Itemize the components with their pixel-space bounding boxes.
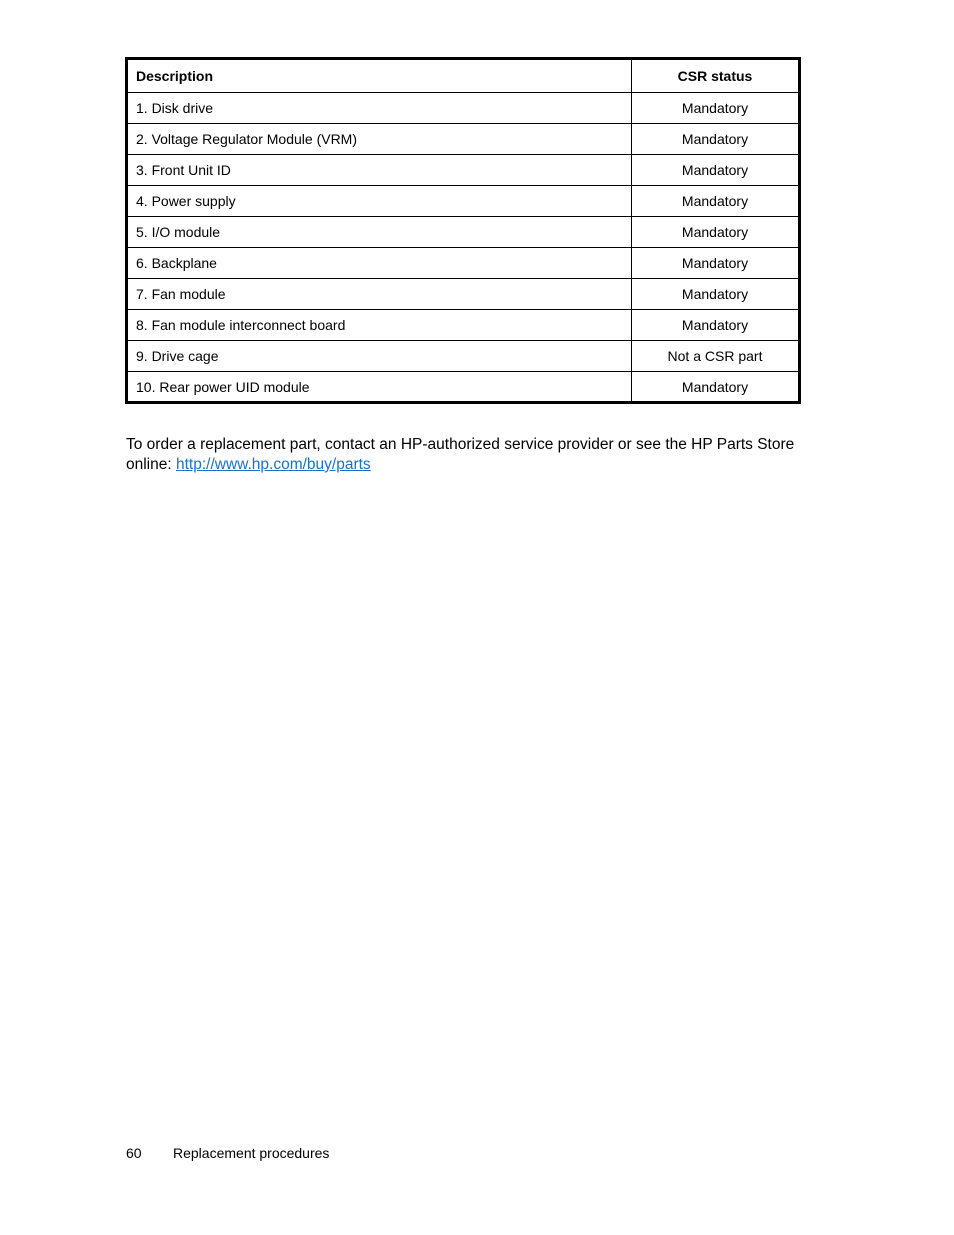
part-description: 10. Rear power UID module bbox=[127, 372, 632, 403]
description-column-header: Description bbox=[127, 59, 632, 93]
csr-status: Mandatory bbox=[632, 124, 800, 155]
table-row bbox=[127, 124, 800, 155]
table-row bbox=[127, 155, 800, 186]
hp-parts-store-link[interactable]: http://www.hp.com/buy/parts bbox=[175, 456, 371, 473]
order-instructions-text: To order a replacement part, contact an HP-authorized service provider or see the HP Parts Store online: bbox=[126, 436, 795, 473]
csr-status: Not a CSR part bbox=[632, 341, 800, 372]
order-instructions bbox=[126, 435, 816, 475]
csr-status: Mandatory bbox=[632, 248, 800, 279]
page-number: 60 bbox=[126, 1145, 142, 1161]
csr-status-column-header: CSR status bbox=[632, 59, 800, 93]
csr-status: Mandatory bbox=[632, 186, 800, 217]
csr-status: Mandatory bbox=[632, 93, 800, 124]
part-description: 4. Power supply bbox=[127, 186, 632, 217]
table-row bbox=[127, 372, 800, 403]
csr-status: Mandatory bbox=[632, 217, 800, 248]
table-header-row bbox=[127, 59, 800, 93]
table-row bbox=[127, 279, 800, 310]
table-row bbox=[127, 248, 800, 279]
table-row bbox=[127, 310, 800, 341]
csr-status: Mandatory bbox=[632, 155, 800, 186]
table-row bbox=[127, 93, 800, 124]
part-description: 3. Front Unit ID bbox=[127, 155, 632, 186]
table-row bbox=[127, 341, 800, 372]
part-description: 7. Fan module bbox=[127, 279, 632, 310]
page-footer bbox=[126, 1145, 329, 1161]
part-description: 2. Voltage Regulator Module (VRM) bbox=[127, 124, 632, 155]
part-description: 6. Backplane bbox=[127, 248, 632, 279]
part-description: 8. Fan module interconnect board bbox=[127, 310, 632, 341]
part-description: 5. I/O module bbox=[127, 217, 632, 248]
part-description: 9. Drive cage bbox=[127, 341, 632, 372]
csr-status: Mandatory bbox=[632, 279, 800, 310]
table-row bbox=[127, 186, 800, 217]
csr-status: Mandatory bbox=[632, 310, 800, 341]
csr-parts-table bbox=[125, 57, 801, 404]
part-description: 1. Disk drive bbox=[127, 93, 632, 124]
csr-status: Mandatory bbox=[632, 372, 800, 403]
table-row bbox=[127, 217, 800, 248]
footer-section-title: Replacement procedures bbox=[173, 1145, 330, 1161]
